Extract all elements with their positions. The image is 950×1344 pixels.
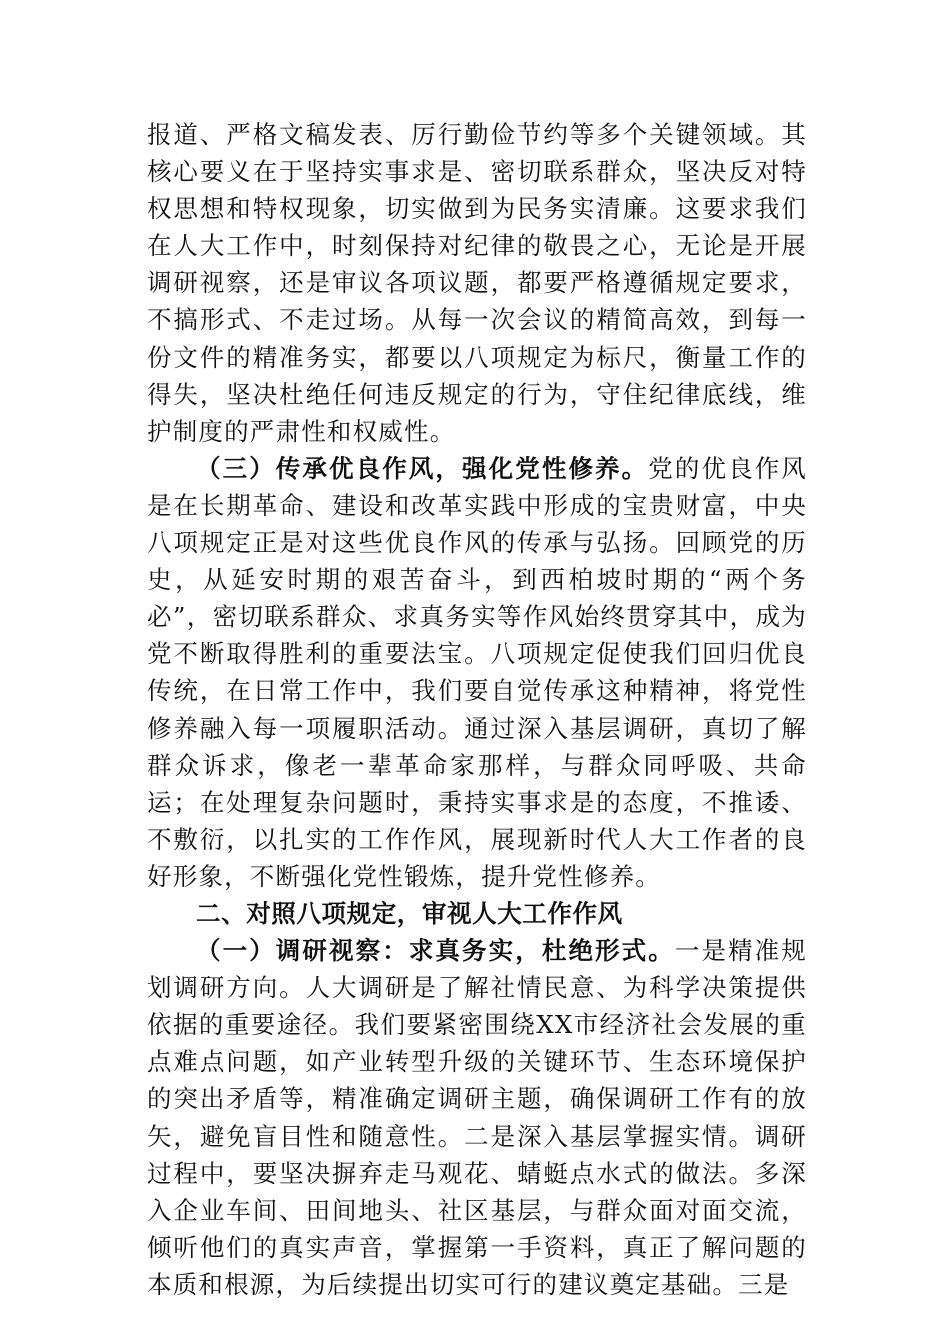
- paragraph-1-text: 报道、严格文稿发表、厉行勤俭节约等多个关键领域。其核心要义在于坚持实事求是、密切联系群众，坚决反对特权思想和特权现象，切实做到为民务实清廉。这要求我们在人大工作中，时刻保持对纪律的敬畏之心，无论是开展调研视察，还是审议各项议题，都要严格遵循规定要求，不搞形式、不走过场。从每一次会议的精简高效，到每一份文件的精准务实，都要以八项规定为标尺，衡量工作的得失，坚决杜绝任何违反规定的行为，守住纪律底线，维护制度的严肃性和权威性。: [147, 120, 807, 446]
- paragraph-3-text: 一是精准规划调研方向。人大调研是了解社情民意、为科学决策提供依据的重要途径。我们要紧密围绕XX市经济社会发展的重点难点问题，如产业转型升级的关键环节、生态环境保护的突出矛盾等，精准确定调研主题，确保调研工作有的放矢，避免盲目性和随意性。二是深入基层掌握实情。调研过程中，要坚决摒弃走马观花、蜻蜓点水式的做法。多深入企业车间、田间地头、社区基层，与群众面对面交流，倾听他们的真实声音，掌握第一手资料，真正了解问题的本质和根源，为后续提出切实可行的建议奠定基础。三是: [147, 936, 807, 1299]
- paragraph-2-heading: （三）传承优良作风，强化党性修养。: [196, 453, 649, 483]
- document-body: [147, 116, 807, 1303]
- paragraph-1: [147, 116, 807, 450]
- paragraph-2-text: 党的优良作风是在长期革命、建设和改革实践中形成的宝贵财富，中央八项规定正是对这些优良作风的传承与弘扬。回顾党的历史，从延安时期的艰苦奋斗，到西柏坡时期的“两个务必”，密切联系群众、求真务实等作风始终贯穿其中，成为党不断取得胜利的重要法宝。八项规定促使我们回归优良传统，在日常工作中，我们要自觉传承这种精神，将党性修养融入每一项履职活动。通过深入基层调研，真切了解群众诉求，像老一辈革命家那样，与群众同呼吸、共命运；在处理复杂问题时，秉持实事求是的态度，不推诿、不敷衍，以扎实的工作作风，展现新时代人大工作者的良好形象，不断强化党性锻炼，提升党性修养。: [147, 453, 808, 891]
- paragraph-3: [147, 932, 807, 1303]
- section-heading-2: 二、对照八项规定，审视人大工作作风: [196, 898, 623, 928]
- paragraph-3-heading: （一）调研视察：求真务实，杜绝形式。: [196, 936, 675, 966]
- paragraph-2: [147, 450, 807, 895]
